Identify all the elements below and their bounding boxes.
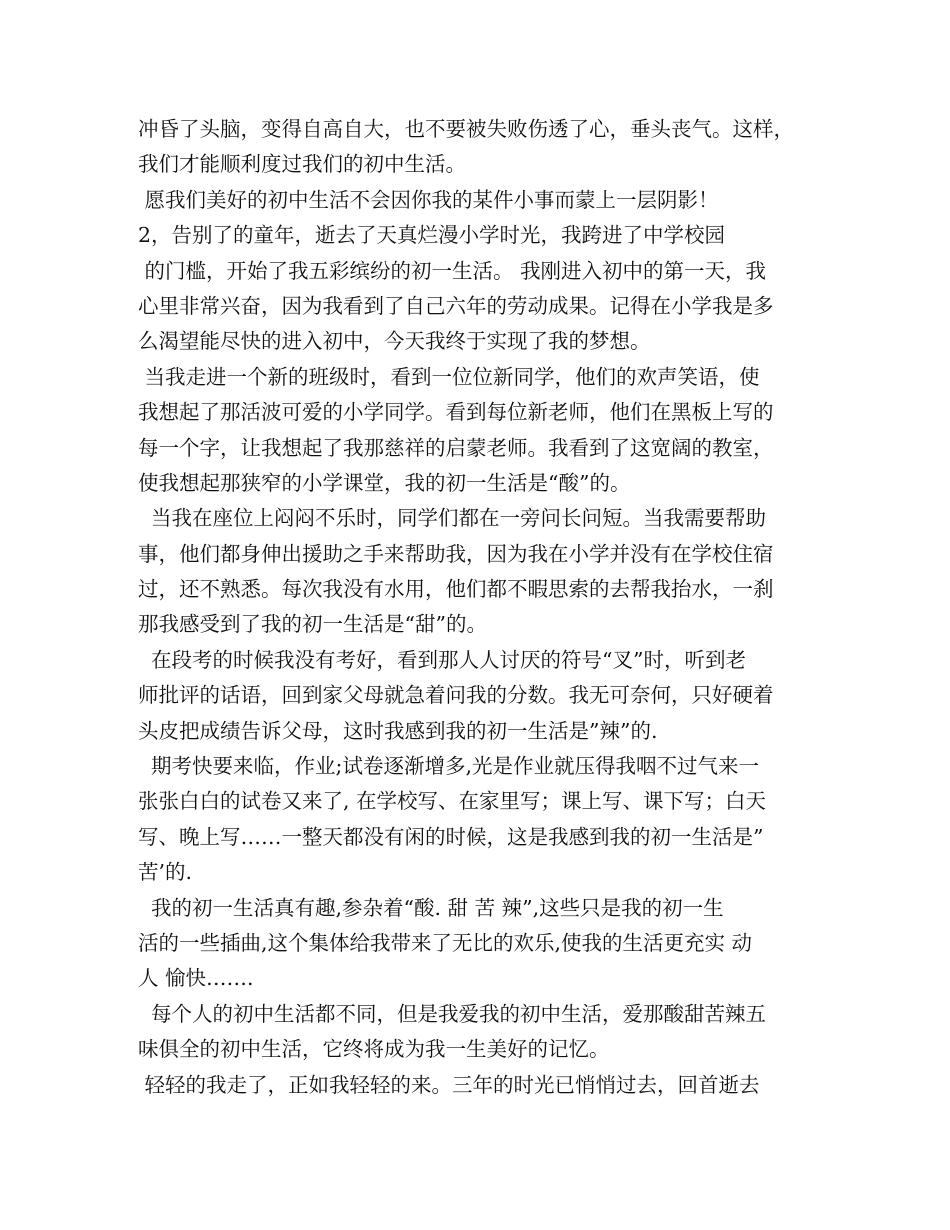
text-line: 师批评的话语，回到家父母就急着问我的分数。我无可奈何，只好硬着 — [138, 683, 774, 708]
text-line: 当我在座位上闷闷不乐时，同学们都在一旁问长问短。当我需要帮助 — [138, 506, 767, 531]
text-line: 写、晚上写……一整天都没有闲的时候，这是我感到我的初一生活是” — [138, 824, 764, 849]
text-line: 头皮把成绩告诉父母，这时我感到我的初一生活是”辣”的. — [138, 718, 658, 743]
text-line: 期考快要来临，作业;试卷逐渐增多,光是作业就压得我咽不过气来一 — [138, 754, 759, 779]
text-line: 2，告别了的童年，逝去了天真烂漫小学时光，我跨进了中学校园 — [138, 223, 726, 248]
text-line: 我们才能顺利度过我们的初中生活。 — [138, 152, 466, 177]
text-line: 人 愉快……. — [138, 966, 254, 991]
text-line: 活的一些插曲,这个集体给我带来了无比的欢乐,使我的生活更充实 动 — [138, 930, 753, 955]
text-line: 我的初一生活真有趣,参杂着“酸. 甜 苦 辣”,这些只是我的初一生 — [138, 895, 724, 920]
text-line: 冲昏了头脑，变得自高自大，也不要被失败伤透了心，垂头丧气。这样， — [138, 117, 794, 141]
text-line: 当我走进一个新的班级时，看到一位位新同学，他们的欢声笑语，使 — [138, 364, 760, 389]
text-line: 轻轻的我走了，正如我轻轻的来。三年的时光已悄悄过去，回首逝去 — [138, 1072, 760, 1097]
text-line: 心里非常兴奋，因为我看到了自己六年的劳动成果。记得在小学我是多 — [138, 293, 774, 318]
text-line: 每个人的初中生活都不同，但是我爱我的初中生活，爱那酸甜苦辣五 — [138, 1001, 767, 1026]
text-line: 张张白白的试卷又来了, 在学校写、在家里写；课上写、课下写；白天 — [138, 789, 767, 814]
text-line: 么渴望能尽快的进入初中，今天我终于实现了我的梦想。 — [138, 329, 651, 354]
text-line: 事，他们都身伸出援助之手来帮助我，因为我在小学并没有在学校住宿 — [138, 541, 774, 566]
text-line: 每一个字，让我想起了我那慈祥的启蒙老师。我看到了这宽阔的教室， — [138, 435, 774, 460]
text-line: 在段考的时候我没有考好，看到那人人讨厌的符号“叉”时，听到老 — [138, 647, 746, 672]
text-line: 的门槛，开始了我五彩缤纷的初一生活。 我刚进入初中的第一天，我 — [138, 258, 767, 283]
text-line: 过，还不熟悉。每次我没有水用，他们都不暇思索的去帮我抬水，一刹 — [138, 577, 774, 602]
text-line: 味俱全的初中生活，它终将成为我一生美好的记忆。 — [138, 1037, 610, 1062]
text-line: 苦’的. — [138, 860, 193, 885]
text-line: 使我想起那狭窄的小学课堂，我的初一生活是“酸”的。 — [138, 470, 631, 495]
text-line: 那我感受到了我的初一生活是“甜”的。 — [138, 612, 487, 637]
text-line: 我想起了那活波可爱的小学同学。看到每位新老师，他们在黑板上写的 — [138, 400, 774, 425]
document-body — [138, 112, 828, 1103]
text-line: 愿我们美好的初中生活不会因你我的某件小事而蒙上一层阴影！ — [138, 187, 719, 212]
